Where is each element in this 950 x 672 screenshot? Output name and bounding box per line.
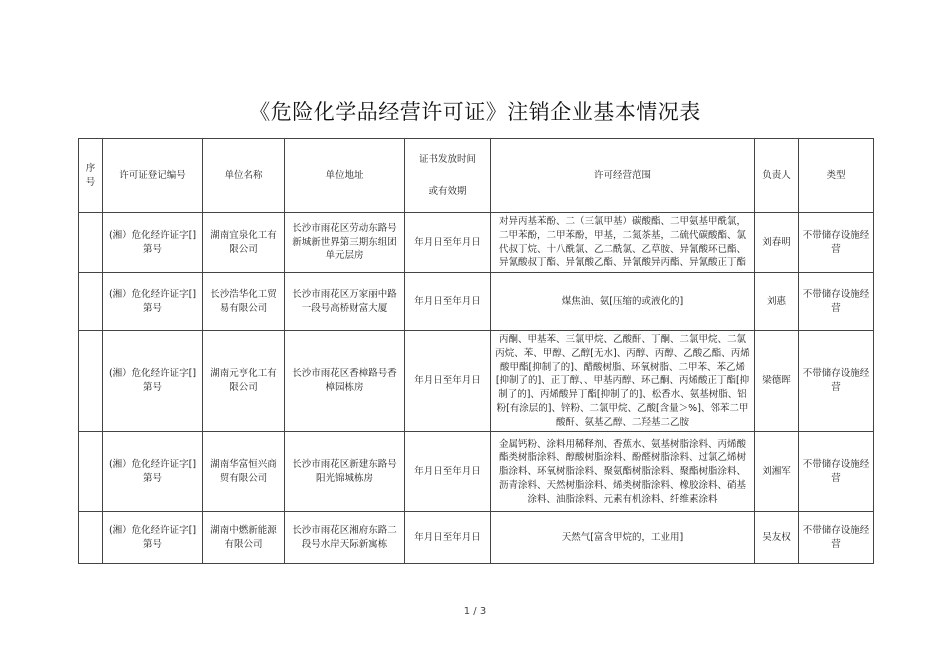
- cell-unit-name: 湖南元亨化工有限公司: [203, 331, 285, 432]
- page-indicator: 1 / 3: [463, 606, 487, 617]
- cell-scope: 天然气[富含甲烷的，工业用]: [491, 512, 755, 564]
- cell-unit-address: 长沙市雨花区新建东路号阳光锦城栋房: [285, 432, 405, 512]
- table-row: [79, 213, 874, 273]
- header-issue-time-line1: 证书发放时间: [418, 153, 476, 165]
- cell-unit-name: 湖南宜泉化工有限公司: [203, 213, 285, 273]
- cell-person: 刘惠: [755, 273, 799, 331]
- cell-person: 刘湘军: [755, 432, 799, 512]
- header-issue-time: [405, 139, 491, 213]
- cell-seq: [79, 331, 103, 432]
- header-unit-name: 单位名称: [203, 139, 285, 213]
- cell-issue-time: 年月日至年月日: [405, 273, 491, 331]
- cell-issue-time: 年月日至年月日: [405, 213, 491, 273]
- cell-seq: [79, 432, 103, 512]
- table-row: [79, 512, 874, 564]
- cell-license-no: (湘）危化经许证字[]第号: [103, 432, 203, 512]
- cell-scope: 对异丙基苯酚、二（三氯甲基）碳酸酯、二甲氨基甲酰氯，二甲苯酚，二甲苯酚，甲基，二氮茶基，二硫代碳酸酯、氯代叔丁烷、十八酰氯、乙二酰氯、乙草胺、异氰酸环已酯、异氰酸叔丁酯、异氰酸乙酯、异氰酸异丙酯、异氰酸正丁酯: [491, 213, 755, 273]
- header-license-no: 许可证登记编号: [103, 139, 203, 213]
- header-unit-address: 单位地址: [285, 139, 405, 213]
- cell-unit-address: 长沙市雨花区香樟路号香樟园栋房: [285, 331, 405, 432]
- table-header-row: [79, 139, 874, 213]
- cell-license-no: (湘）危化经许证字[]第号: [103, 512, 203, 564]
- cell-unit-address: 长沙市雨花区湘府东路二段号水岸天际新寓栋: [285, 512, 405, 564]
- cell-issue-time: 年月日至年月日: [405, 512, 491, 564]
- cell-person: 梁德晖: [755, 331, 799, 432]
- cell-unit-name: 长沙浩华化工贸易有限公司: [203, 273, 285, 331]
- cell-type: 不带储存设施经营: [799, 331, 874, 432]
- cell-person: 刘春明: [755, 213, 799, 273]
- header-type: 类型: [799, 139, 874, 213]
- table-row: [79, 432, 874, 512]
- cell-license-no: (湘）危化经许证字[]第号: [103, 331, 203, 432]
- cell-issue-time: 年月日至年月日: [405, 331, 491, 432]
- header-issue-time-line2: 或有效期: [428, 185, 467, 197]
- table-row: [79, 273, 874, 331]
- cell-unit-address: 长沙市雨花区劳动东路号新城新世界第三期东组团单元层房: [285, 213, 405, 273]
- cell-person: 吴友权: [755, 512, 799, 564]
- header-scope: 许可经营范围: [491, 139, 755, 213]
- cell-issue-time: 年月日至年月日: [405, 432, 491, 512]
- header-person: 负责人: [755, 139, 799, 213]
- cell-unit-name: 湖南华富恒兴商贸有限公司: [203, 432, 285, 512]
- cell-scope: 煤焦油、氨[压缩的或液化的]: [491, 273, 755, 331]
- cell-unit-name: 湖南中燃新能源有限公司: [203, 512, 285, 564]
- document-title: 《危险化学品经营许可证》注销企业基本情况表: [249, 100, 701, 124]
- cell-type: 不带储存设施经营: [799, 273, 874, 331]
- cell-seq: [79, 512, 103, 564]
- cell-seq: [79, 273, 103, 331]
- cell-scope: 金属钙粉、涂料用稀释剂、香蕉水、氨基树脂涂料、丙烯酸酯类树脂涂料、醇酸树脂涂料、酚醛树脂涂料、过氯乙烯树脂涂料、环氧树脂涂料、聚氨酯树脂涂料、聚酯树脂涂料、沥青涂料、天然树脂涂料、烯类树脂涂料、橡胶涂料、硝基涂料、油脂涂料、元素有机涂料、纤维素涂料: [491, 432, 755, 512]
- table-row: [79, 331, 874, 432]
- cell-seq: [79, 213, 103, 273]
- cell-type: 不带储存设施经营: [799, 512, 874, 564]
- registry-table: [78, 138, 874, 564]
- cell-license-no: (湘）危化经许证字[]第号: [103, 273, 203, 331]
- cell-unit-address: 长沙市雨花区万家丽中路一段号高桥财富大厦: [285, 273, 405, 331]
- header-seq: 序号: [79, 139, 103, 213]
- cell-type: 不带储存设施经营: [799, 213, 874, 273]
- cell-license-no: (湘）危化经许证字[]第号: [103, 213, 203, 273]
- cell-type: 不带储存设施经营: [799, 432, 874, 512]
- cell-scope: 丙酮、甲基苯、三氯甲烷、乙酸酐、丁酮、二氯甲烷、二氯丙烷、苯、甲醇、乙醇[无水]、丙醇、丙醇、乙酸乙酯、丙烯酸甲酯[抑制了的]、醋酸树脂、环氧树脂、二甲苯、苯乙烯[抑制了的]、正丁醇、、甲基丙醇、环己酮、丙烯酸正丁酯[抑制了的]、丙烯酸异丁酯[抑制了的]、松香水、氨基树脂、铝粉[有涂层的]、锌粉、二氯甲烷、乙酸[含量＞%]、邻苯二甲酸酐、氨基乙醇、二羟基二乙胺: [491, 331, 755, 432]
